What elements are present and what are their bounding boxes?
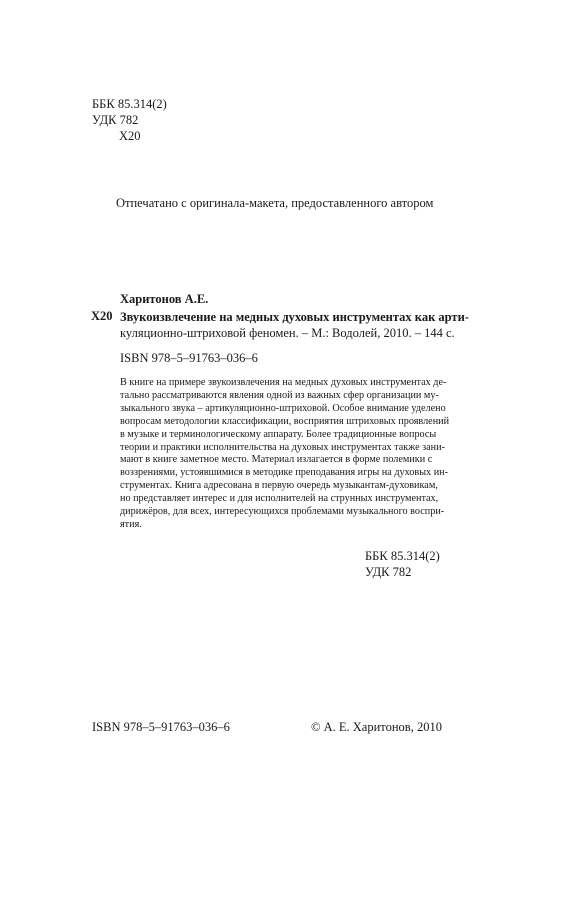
annotation-line: вопросам методологии классификации, восприятия штриховых проявлений (120, 415, 450, 427)
annotation-line: В книге на примере звукоизвлечения на медных духовых инструментах де- (120, 377, 447, 388)
annotation-line: теории и практики исполнительства на духовых инструментах также зани- (120, 441, 445, 453)
annotation-line: тально рассматриваются явления одной из важных сфер организации му- (120, 389, 439, 401)
annotation-line: воззрениями, устоявшимися в методике преподавания игры на духовых ин- (120, 467, 448, 479)
classification-header (92, 96, 167, 144)
bbk-code: ББК 85.314(2) (92, 97, 167, 111)
title-line: Звукоизвлечение на медных духовых инструментах как арти- (120, 310, 469, 324)
printed-note: Отпечатано с оригинала-макета, предоставленного автором (116, 196, 434, 210)
annotation-line: струментах. Книга адресована в первую очередь музыкантам-духовикам, (120, 480, 438, 492)
author-mark: Х20 (119, 129, 141, 143)
udk-code: УДК 782 (92, 113, 139, 127)
annotation-line: в музыке и терминологическому аппарату. Более традиционные вопросы (120, 428, 437, 440)
classification-footer (365, 548, 440, 580)
isbn-bottom: ISBN 978–5–91763–036–6 (92, 720, 230, 734)
udk-code: УДК 782 (365, 565, 412, 579)
isbn: ISBN 978–5–91763–036–6 (120, 351, 258, 365)
bibliographic-title (120, 309, 469, 341)
record-author-mark: Х20 (91, 309, 113, 323)
bbk-code: ББК 85.314(2) (365, 549, 440, 563)
annotation-line: мают в книге заметное место. Материал излагается в форме полемики с (120, 454, 433, 466)
copyright: © А. Е. Харитонов, 2010 (311, 720, 442, 734)
annotation-line: но представляет интерес и для исполнителей на струнных инструментах, (120, 493, 439, 505)
annotation-line: ятия. (120, 518, 142, 530)
annotation (120, 377, 450, 532)
title-line: куляционно-штриховой феномен. – М.: Водолей, 2010. – 144 с. (120, 326, 455, 340)
annotation-line: дирижёров, для всех, интересующихся проблемами музыкального воспри- (120, 506, 445, 518)
author-name: Харитонов А.Е. (120, 292, 209, 306)
annotation-line: зыкального звука – артикуляционно-штриховой. Особое внимание уделено (120, 402, 446, 414)
